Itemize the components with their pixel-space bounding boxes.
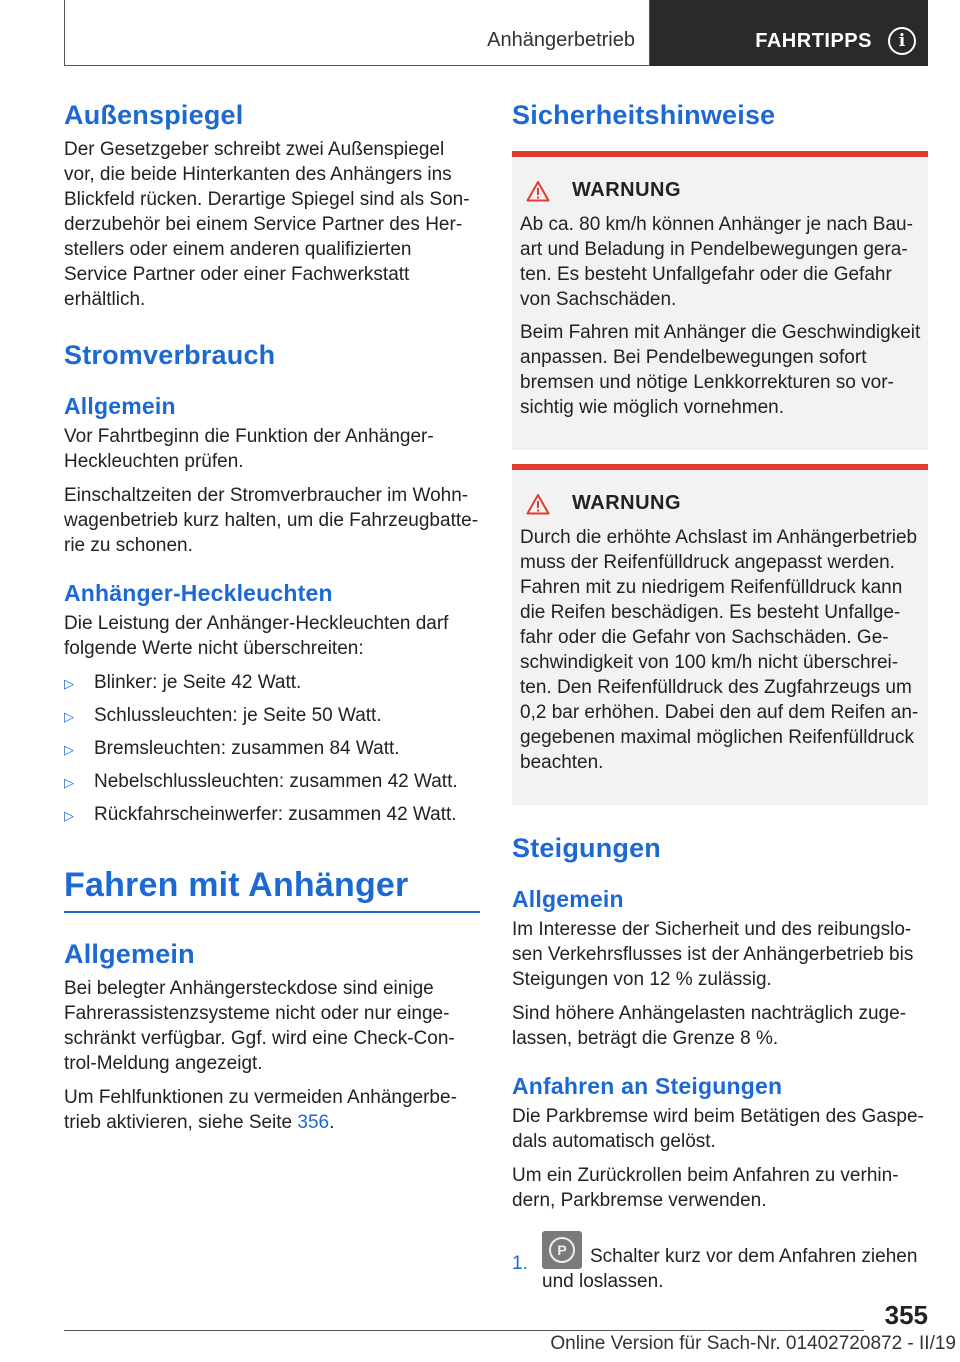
parking-brake-icon	[542, 1231, 582, 1269]
warning-title: WARNUNG	[572, 179, 682, 201]
list-item	[64, 802, 480, 828]
list-heckleuchten	[64, 670, 480, 828]
warning-title: WARNUNG	[572, 492, 682, 514]
heading-allgemein-fahren: Allgemein	[64, 939, 195, 969]
page-number: 355	[884, 1300, 928, 1330]
list-item-text: Blinker: je Seite 42 Watt.	[94, 672, 302, 693]
heading-fahren-mit-anhaenger: Fahren mit Anhänger	[64, 866, 480, 913]
text-fahren-1: Bei belegter Anhängersteckdose sind einige Fahrerassistenzsysteme nicht oder nur eingeschränkt verfügbar. Ggf. wird eine Check-Control-Meldung angezeigt.	[64, 978, 455, 1074]
triangle-bullet-icon: ▷	[64, 709, 74, 724]
heading-heckleuchten: Anhänger-Heckleuchten	[64, 580, 333, 606]
heading-sicherheitshinweise: Sicherheitshinweise	[512, 100, 776, 130]
list-item-text: Rückfahrscheinwerfer: zusammen 42 Watt.	[94, 804, 457, 825]
text-steigungen-1: Im Interesse der Sicherheit und des reibungslosen Verkehrsflusses ist der Anhängerbetrieb bis Steigungen von 12 % zulässig.	[512, 919, 914, 990]
heading-aussenspiegel: Außenspiegel	[64, 100, 244, 130]
page-footer	[64, 1330, 956, 1354]
heading-steigungen: Steigungen	[512, 833, 661, 863]
text-aussenspiegel: Der Gesetzgeber schreibt zwei Außenspiegel vor, die beide Hinterkanten des Anhängers ins Blickfeld rücken. Derartige Spiegel sind als Sonderzubehör bei einem Service Partner des Herstellers oder einem anderen qualifizierten Service Partner oder einer Fachwerkstatt erhältlich.	[64, 139, 470, 310]
header-chapter-title: FAHRTIPPS	[755, 30, 872, 52]
header-section-title: Anhängerbetrieb	[487, 29, 635, 51]
triangle-bullet-icon: ▷	[64, 742, 74, 757]
warning-1-text-2: Beim Fahren mit Anhänger die Geschwindigkeit anpassen. Bei Pendelbewegungen sofort bremsen und nötige Lenkkorrekturen so vorsichtig wie möglich vornehmen.	[520, 322, 921, 418]
header-chapter	[650, 0, 928, 66]
step-number: 1.	[512, 1253, 528, 1274]
parking-brake-symbol: P	[549, 1237, 575, 1263]
heading-anfahren: Anfahren an Steigungen	[512, 1073, 783, 1099]
warning-triangle-icon	[526, 180, 550, 202]
list-item-text: Bremsleuchten: zusammen 84 Watt.	[94, 738, 400, 759]
text-strom-1: Vor Fahrtbeginn die Funktion der Anhänger-Heckleuchten prüfen.	[64, 426, 434, 472]
step-body	[542, 1231, 928, 1294]
list-item-text: Schlussleuchten: je Seite 50 Watt.	[94, 705, 382, 726]
text-fahren-2-before: Um Fehlfunktionen zu vermeiden Anhängerbetrieb aktivieren, siehe Seite	[64, 1087, 457, 1133]
list-item	[64, 670, 480, 696]
footer-online-version: Online Version für Sach-Nr. 01402720872 - II/19	[550, 1333, 956, 1354]
triangle-bullet-icon: ▷	[64, 676, 74, 691]
info-icon: i	[888, 27, 916, 55]
heading-stromverbrauch: Stromverbrauch	[64, 340, 276, 370]
triangle-bullet-icon: ▷	[64, 808, 74, 823]
text-fahren-2	[64, 1085, 480, 1135]
warning-header	[520, 492, 922, 515]
page-link-356[interactable]: 356	[297, 1112, 330, 1133]
list-item	[64, 736, 480, 762]
right-column	[512, 100, 928, 1294]
header-section	[64, 0, 650, 66]
step-item	[512, 1231, 928, 1294]
left-column	[64, 100, 480, 1144]
step-text: Schalter kurz vor dem Anfahren ziehen und loslassen.	[542, 1246, 918, 1292]
text-anfahren-1: Die Parkbremse wird beim Betätigen des Gaspedals automatisch gelöst.	[512, 1106, 924, 1152]
steps-list	[512, 1231, 928, 1294]
warning-header	[520, 179, 922, 202]
heading-allgemein-steigungen: Allgemein	[512, 886, 624, 912]
text-anfahren-2: Um ein Zurückrollen beim Anfahren zu verhindern, Parkbremse verwenden.	[512, 1165, 899, 1211]
text-steigungen-2: Sind höhere Anhängelasten nachträglich zugelassen, beträgt die Grenze 8 %.	[512, 1003, 907, 1049]
list-item-text: Nebelschlussleuchten: zusammen 42 Watt.	[94, 771, 458, 792]
text-strom-2: Einschaltzeiten der Stromverbraucher im Wohnwagenbetrieb kurz halten, um die Fahrzeugbatterie zu schonen.	[64, 485, 479, 556]
warning-triangle-icon	[526, 493, 550, 515]
warning-box-2	[512, 464, 928, 805]
warning-1-text-1: Ab ca. 80 km/h können Anhänger je nach Bauart und Beladung in Pendelbewegungen geraten. Es besteht Unfallgefahr oder die Gefahr von Sachschäden.	[520, 214, 913, 310]
page-header	[64, 0, 928, 66]
heading-allgemein-strom: Allgemein	[64, 393, 176, 419]
text-heckleuchten: Die Leistung der Anhänger-Heckleuchten darf folgende Werte nicht überschreiten:	[64, 613, 449, 659]
warning-box-1	[512, 151, 928, 450]
warning-2-text: Durch die erhöhte Achslast im Anhängerbetrieb muss der Reifenfülldruck angepasst werden. Fahren mit zu niedrigem Reifenfülldruck kann die Reifen beschädigen. Es besteht Unfallgefahr oder die Gefahr von Sachschäden. Geschwindigkeit von 100 km/h nicht überschreiten. Den Reifenfülldruck des Zugfahrzeugs um 0,2 bar erhöhen. Dabei den auf dem Reifen angegebenen maximal möglichen Reifenfülldruck beachten.	[520, 527, 919, 773]
text-fahren-2-after: .	[329, 1112, 335, 1133]
list-item	[64, 703, 480, 729]
triangle-bullet-icon: ▷	[64, 775, 74, 790]
list-item	[64, 769, 480, 795]
